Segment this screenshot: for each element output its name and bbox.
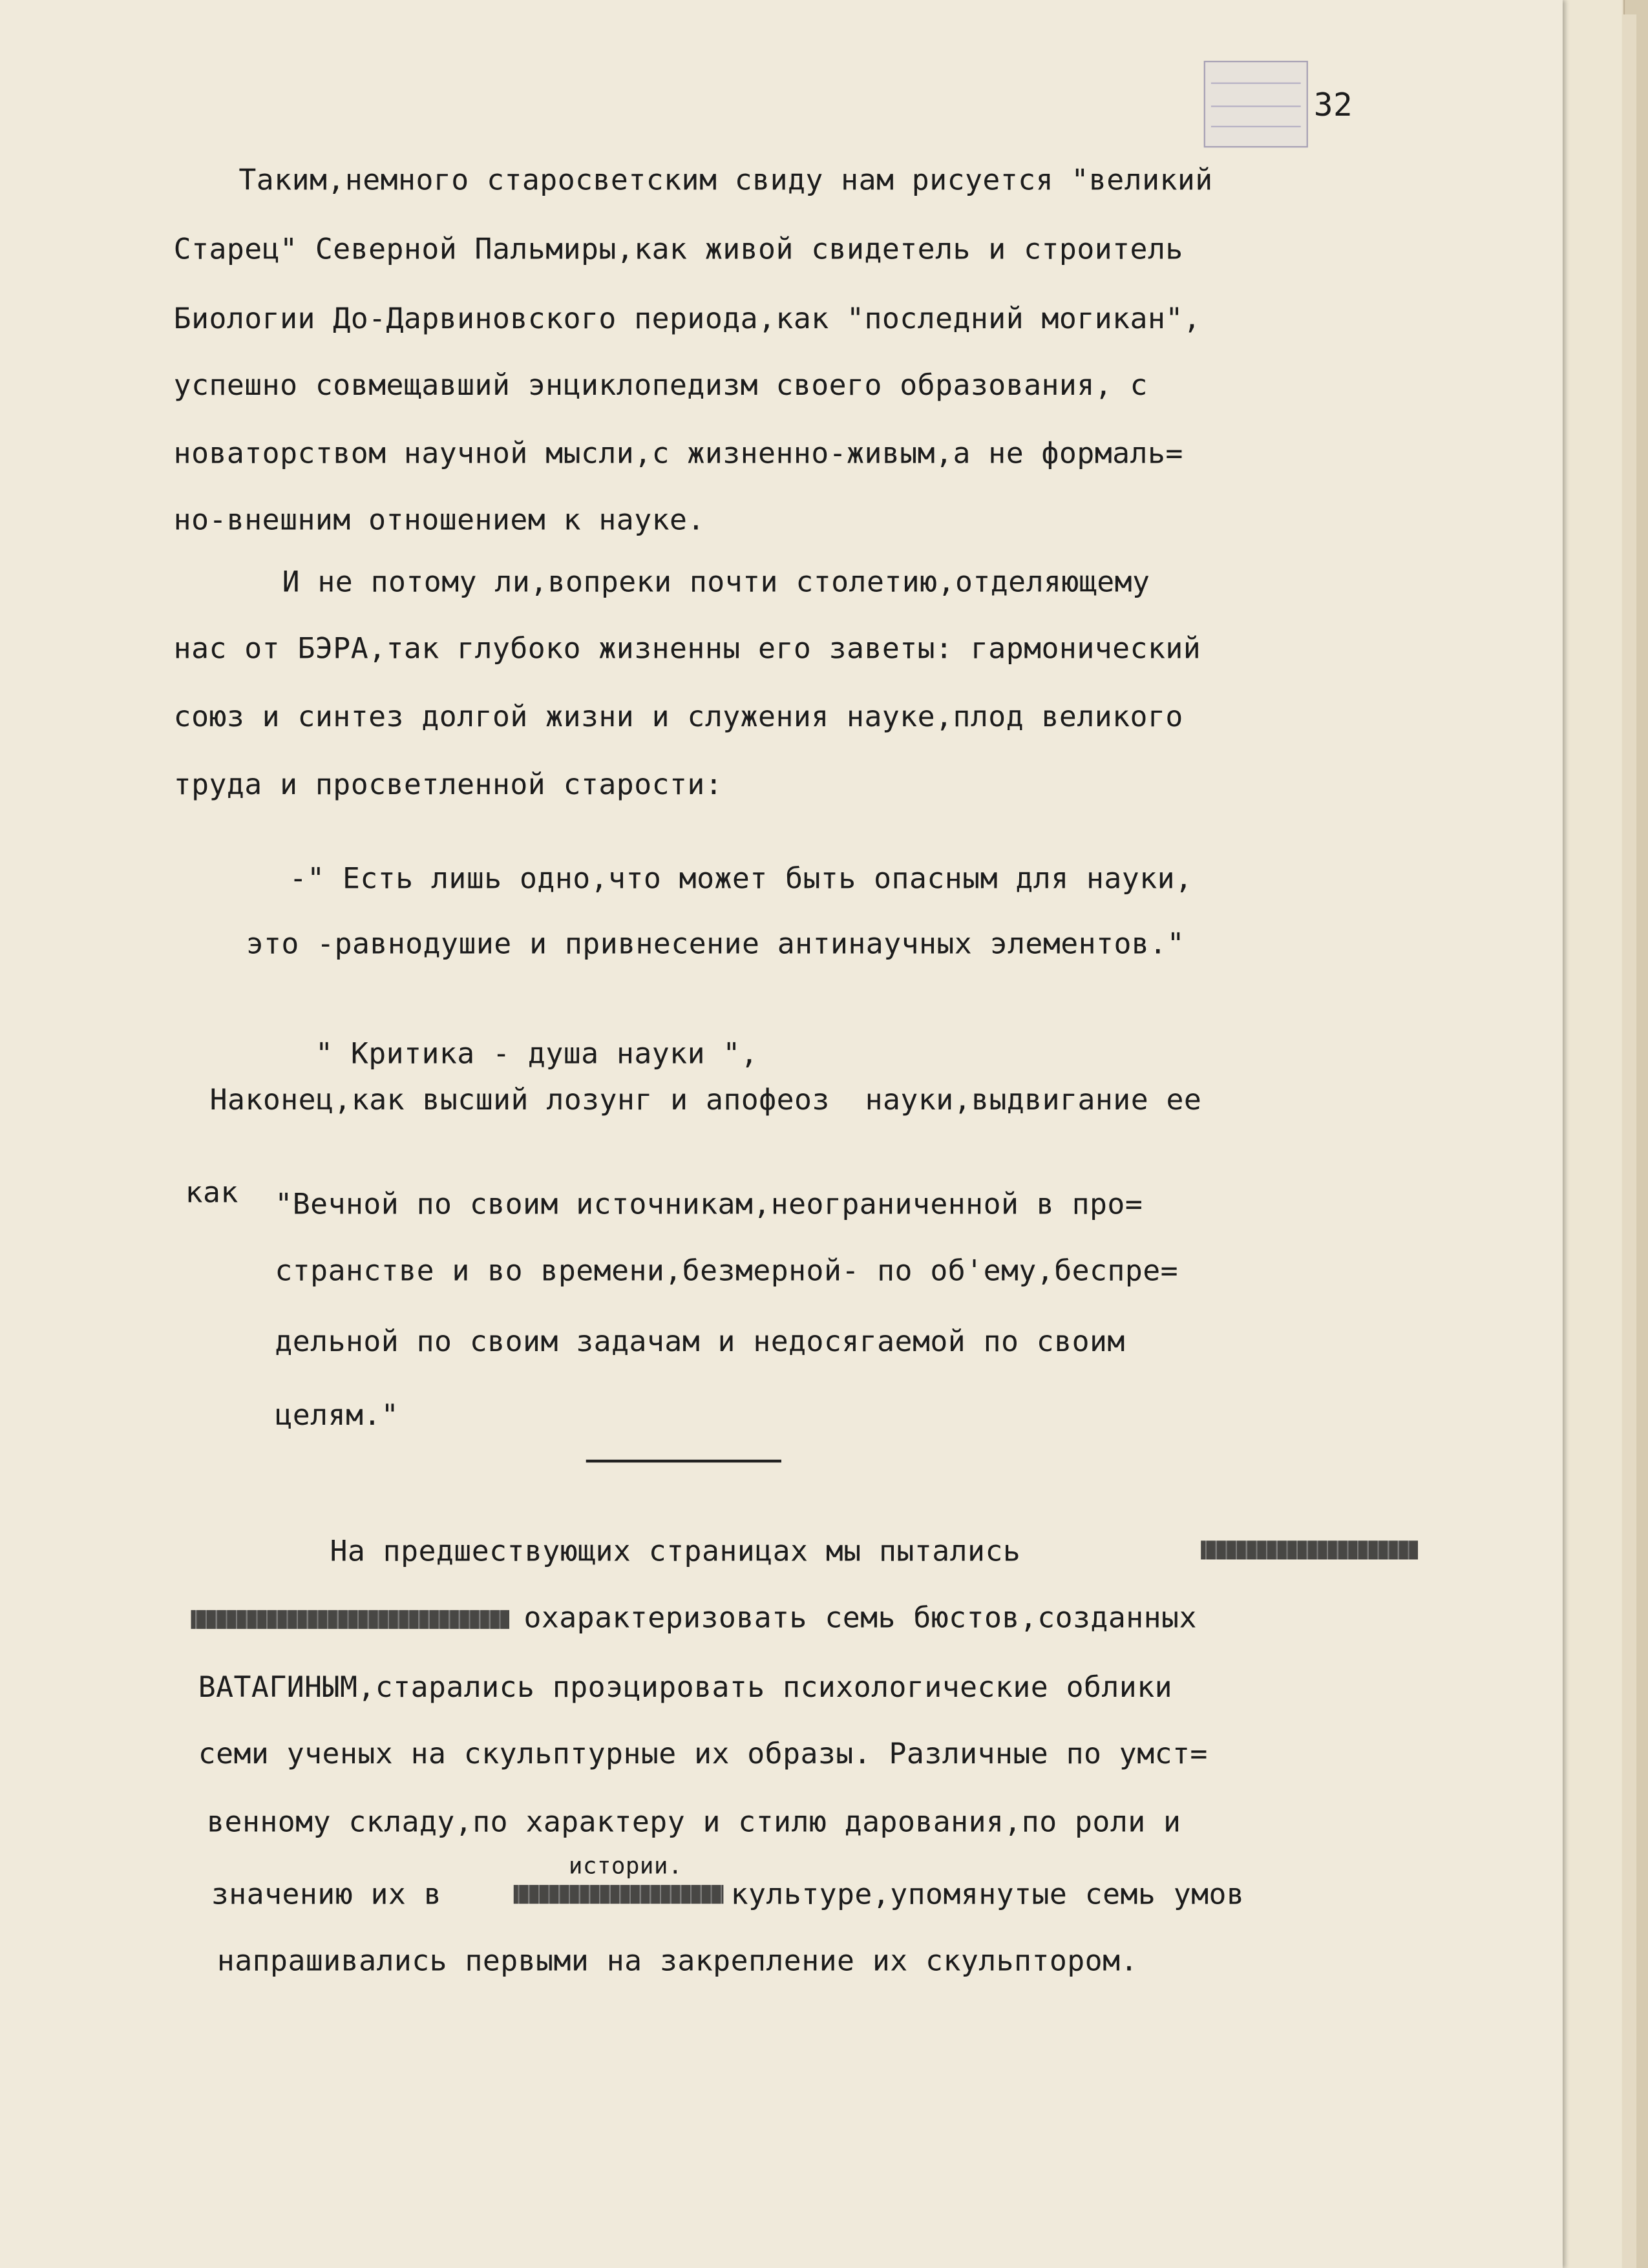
text-line: как (185, 1174, 238, 1210)
struck-out-text (191, 1610, 510, 1629)
text-line: И не потому ли,вопреки почти столетию,отделяющему (282, 564, 1150, 599)
text-line: но-внешним отношением к науке. (173, 501, 705, 537)
text-line: значению их в (211, 1876, 442, 1911)
text-line: нас от БЭРА,так глубоко жизненны его заветы: гармонический (173, 631, 1201, 666)
text-line: ВАТАГИНЫМ,старались проэцировать психологические облики (198, 1669, 1173, 1705)
text-line: Биологии До-Дарвиновского периода,как "последний могикан", (173, 300, 1201, 336)
inserted-correction: истории. (568, 1851, 682, 1880)
text-line: союз и синтез долгой жизни и служения науке,плод великого (173, 698, 1183, 734)
archive-stamp (1204, 61, 1308, 147)
text-line: Таким,немного старосветским свиду нам рисуется "великий (238, 162, 1213, 197)
text-line: культуре,упомянутые семь умов (730, 1876, 1245, 1911)
page-number: 32 (1313, 88, 1353, 125)
quote-line: странстве и во времени,безмерной- по об'ему,беспре= (275, 1252, 1179, 1288)
text-line: новаторством научной мысли,с жизненно-живым,а не формаль= (173, 435, 1183, 470)
text-line: напрашивались первыми на закрепление их скульптором. (217, 1942, 1138, 1978)
struck-out-text (514, 1885, 724, 1904)
text-line: успешно совмещавший энциклопедизм своего образования, с (173, 367, 1148, 403)
text-line: На предшествующих страницах мы пытались (330, 1533, 1021, 1568)
text-line: Старец" Северной Пальмиры,как живой свидетель и строитель (173, 231, 1183, 266)
struck-out-text (1201, 1540, 1418, 1559)
text-line: труда и просветленной старости: (173, 766, 723, 802)
quote-line: дельной по своим задачам и недосягаемой по своим (275, 1323, 1125, 1359)
text-line: семи ученых на скульптурные их образы. Различные по умст= (198, 1736, 1208, 1771)
quote-line: " Критика - душа науки ", (315, 1035, 759, 1071)
text-line: венному складу,по характеру и стилю дарования,по роли и (207, 1803, 1181, 1839)
quote-line: это -равнодушие и привнесение антинаучных элементов." (246, 925, 1185, 961)
text-line: Наконец,как высший лозунг и апофеоз науки,выдвигание ее (209, 1082, 1202, 1117)
separator-rule (586, 1460, 781, 1462)
quote-line: целям." (275, 1397, 399, 1433)
quote-line: -" Есть лишь одно,что может быть опасным для науки, (289, 861, 1193, 896)
quote-line: "Вечной по своим источникам,неограниченной в про= (275, 1186, 1143, 1221)
text-line: охарактеризовать семь бюстов,созданных (523, 1600, 1197, 1635)
